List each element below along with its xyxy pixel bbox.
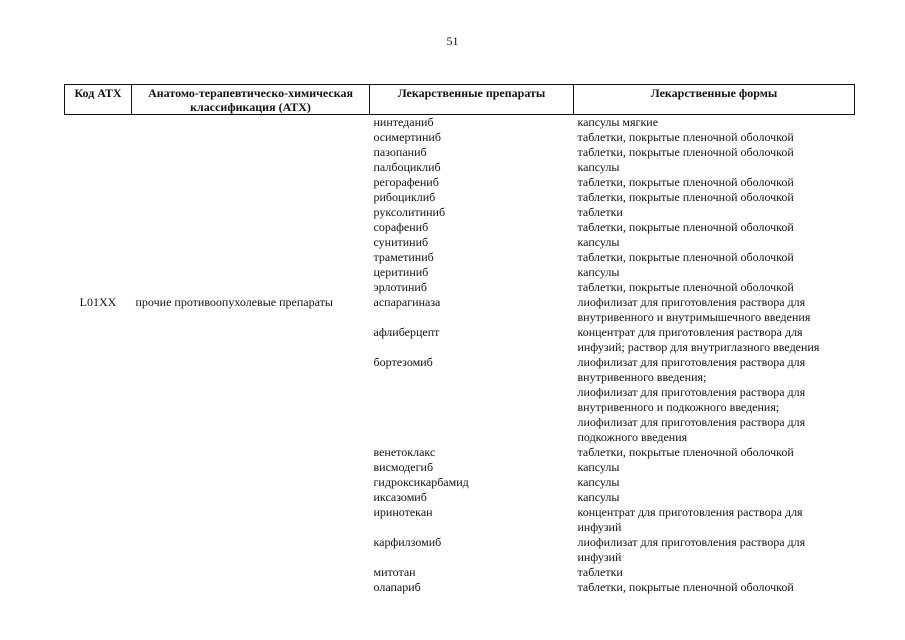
drug-name-cell: эрлотиниб (373, 280, 427, 294)
table-row (65, 205, 855, 220)
dosage-form-line: капсулы (577, 160, 620, 174)
dosage-form-cell (574, 280, 855, 295)
table-row (65, 265, 855, 280)
atx-classification-cell (132, 145, 370, 160)
dosage-form-line: капсулы (577, 475, 620, 489)
table-row (65, 505, 855, 535)
atx-classification-cell (132, 175, 370, 190)
table-row (65, 535, 855, 565)
table-row (65, 160, 855, 175)
drug-name-cell: иринотекан (373, 505, 433, 519)
dosage-form-line: таблетки, покрытые пленочной оболочкой (577, 220, 794, 234)
dosage-form-line: таблетки, покрытые пленочной оболочкой (577, 280, 794, 294)
drug-name-cell: церитиниб (373, 265, 429, 279)
header-atx-code: Код АТХ (65, 85, 132, 115)
atx-code-cell (65, 115, 132, 131)
table-row (65, 565, 855, 580)
header-atx-classification: Анатомо-терапевтическо-химическая классификация (АТХ) (132, 85, 370, 115)
dosage-form-line: концентрат для приготовления раствора для (577, 325, 803, 339)
atx-code-cell (65, 175, 132, 190)
atx-code-cell: L01XX (79, 295, 117, 309)
dosage-form-cell (574, 145, 855, 160)
drug-name-cell: иксазомиб (373, 490, 427, 504)
table-row (65, 130, 855, 145)
dosage-form-cell (574, 235, 855, 250)
dosage-form-cell (574, 325, 855, 355)
atx-classification-cell (132, 460, 370, 475)
dosage-form-cell (574, 175, 855, 190)
drug-name-cell: олапариб (373, 580, 421, 594)
drug-name-cell: регорафениб (373, 175, 439, 189)
table-row (65, 490, 855, 505)
dosage-form-cell (574, 250, 855, 265)
dosage-form-line: подкожного введения (577, 430, 688, 444)
atx-code-cell (65, 190, 132, 205)
table-header-row (65, 85, 855, 115)
table-row (65, 580, 855, 595)
table-row (65, 145, 855, 160)
dosage-form-line: инфузий; раствор для внутриглазного введения (577, 340, 820, 354)
drug-name-cell: рибоциклиб (373, 190, 436, 204)
dosage-form-line: таблетки, покрытые пленочной оболочкой (577, 190, 794, 204)
dosage-form-cell (574, 190, 855, 205)
dosage-form-line: таблетки, покрытые пленочной оболочкой (577, 175, 794, 189)
atx-code-cell (65, 490, 132, 505)
drug-name-cell: руксолитиниб (373, 205, 446, 219)
atx-code-cell (65, 280, 132, 295)
drug-name-cell: бортезомиб (373, 355, 433, 369)
dosage-form-cell (574, 505, 855, 535)
dosage-form-cell (574, 475, 855, 490)
table-row (65, 235, 855, 250)
table-row (65, 280, 855, 295)
atx-classification-cell (132, 475, 370, 490)
table-row (65, 190, 855, 205)
atx-classification-cell (132, 160, 370, 175)
atx-classification-cell (132, 205, 370, 220)
dosage-form-line: таблетки (577, 205, 623, 219)
dosage-form-line: лиофилизат для приготовления раствора для (577, 415, 806, 429)
atx-code-cell (65, 265, 132, 280)
dosage-form-cell (574, 355, 855, 445)
atx-classification-cell (132, 535, 370, 565)
atx-classification-cell (132, 235, 370, 250)
atx-code-cell (65, 205, 132, 220)
atx-code-cell (65, 445, 132, 460)
atx-classification-cell (132, 220, 370, 235)
drug-name-cell: осимертиниб (373, 130, 441, 144)
dosage-form-line: таблетки, покрытые пленочной оболочкой (577, 130, 794, 144)
atx-code-cell (65, 250, 132, 265)
drug-name-cell: митотан (373, 565, 416, 579)
atx-classification-cell (132, 115, 370, 131)
atx-code-cell (65, 460, 132, 475)
dosage-form-line: капсулы (577, 460, 620, 474)
table-row (65, 115, 855, 131)
dosage-form-line: лиофилизат для приготовления раствора для (577, 295, 806, 309)
header-dosage-forms: Лекарственные формы (574, 85, 855, 115)
dosage-form-line: лиофилизат для приготовления раствора для (577, 385, 806, 399)
dosage-form-line: внутривенного введения; (577, 370, 707, 384)
atx-drug-table (64, 84, 855, 595)
atx-classification-cell (132, 445, 370, 460)
dosage-form-cell (574, 160, 855, 175)
drug-name-cell: афлиберцепт (373, 325, 440, 339)
dosage-form-line: внутривенного и внутримышечного введения (577, 310, 811, 324)
atx-code-cell (65, 505, 132, 535)
dosage-form-cell (574, 490, 855, 505)
dosage-form-cell (574, 295, 855, 325)
dosage-form-line: таблетки (577, 565, 623, 579)
atx-classification-cell (132, 325, 370, 355)
drug-name-cell: сунитиниб (373, 235, 429, 249)
dosage-form-cell (574, 220, 855, 235)
atx-classification-cell (132, 490, 370, 505)
atx-classification-cell (132, 580, 370, 595)
atx-code-cell (65, 355, 132, 445)
dosage-form-line: инфузий (577, 520, 622, 534)
table-row (65, 325, 855, 355)
drug-name-cell: палбоциклиб (373, 160, 441, 174)
header-drugs: Лекарственные препараты (370, 85, 574, 115)
table-row (65, 460, 855, 475)
atx-classification-cell (132, 250, 370, 265)
dosage-form-line: капсулы (577, 235, 620, 249)
atx-classification-cell: прочие противоопухолевые препараты (135, 295, 333, 309)
atx-code-cell (65, 220, 132, 235)
dosage-form-line: лиофилизат для приготовления раствора для (577, 355, 806, 369)
dosage-form-line: капсулы мягкие (577, 115, 659, 129)
dosage-form-cell (574, 460, 855, 475)
dosage-form-cell (574, 265, 855, 280)
table-row (65, 175, 855, 190)
atx-code-cell (65, 535, 132, 565)
atx-classification-cell (132, 505, 370, 535)
atx-code-cell (65, 580, 132, 595)
drug-name-cell: пазопаниб (373, 145, 427, 159)
atx-code-cell (65, 475, 132, 490)
dosage-form-cell (574, 565, 855, 580)
table-row (65, 295, 855, 325)
table-body (65, 115, 855, 596)
atx-code-cell (65, 160, 132, 175)
drug-name-cell: нинтеданиб (373, 115, 434, 129)
dosage-form-line: внутривенного и подкожного введения; (577, 400, 780, 414)
dosage-form-line: концентрат для приготовления раствора для (577, 505, 803, 519)
atx-classification-cell (132, 280, 370, 295)
drug-name-cell: гидроксикарбамид (373, 475, 469, 489)
drug-name-cell: венетоклакс (373, 445, 436, 459)
drug-name-cell: сорафениб (373, 220, 429, 234)
drug-name-cell: траметиниб (373, 250, 434, 264)
table-row (65, 475, 855, 490)
dosage-form-line: таблетки, покрытые пленочной оболочкой (577, 445, 794, 459)
page-number: 51 (446, 34, 459, 48)
dosage-form-line: таблетки, покрытые пленочной оболочкой (577, 145, 794, 159)
atx-classification-cell (132, 355, 370, 445)
atx-code-cell (65, 145, 132, 160)
drug-name-cell: аспарагиназа (373, 295, 441, 309)
dosage-form-cell (574, 115, 855, 131)
atx-classification-cell (132, 190, 370, 205)
dosage-form-cell (574, 205, 855, 220)
dosage-form-line: капсулы (577, 490, 620, 504)
atx-code-cell (65, 235, 132, 250)
table-row (65, 250, 855, 265)
atx-code-cell (65, 565, 132, 580)
atx-code-cell (65, 325, 132, 355)
atx-classification-cell (132, 130, 370, 145)
dosage-form-cell (574, 580, 855, 595)
table-row (65, 445, 855, 460)
table-row (65, 220, 855, 235)
atx-code-cell (65, 130, 132, 145)
dosage-form-line: инфузий (577, 550, 622, 564)
table-row (65, 355, 855, 445)
dosage-form-line: таблетки, покрытые пленочной оболочкой (577, 250, 794, 264)
drug-name-cell: висмодегиб (373, 460, 434, 474)
dosage-form-cell (574, 445, 855, 460)
dosage-form-line: лиофилизат для приготовления раствора для (577, 535, 806, 549)
dosage-form-cell (574, 535, 855, 565)
atx-classification-cell (132, 265, 370, 280)
dosage-form-cell (574, 130, 855, 145)
dosage-form-line: капсулы (577, 265, 620, 279)
drug-name-cell: карфилзомиб (373, 535, 442, 549)
dosage-form-line: таблетки, покрытые пленочной оболочкой (577, 580, 794, 594)
atx-classification-cell (132, 565, 370, 580)
